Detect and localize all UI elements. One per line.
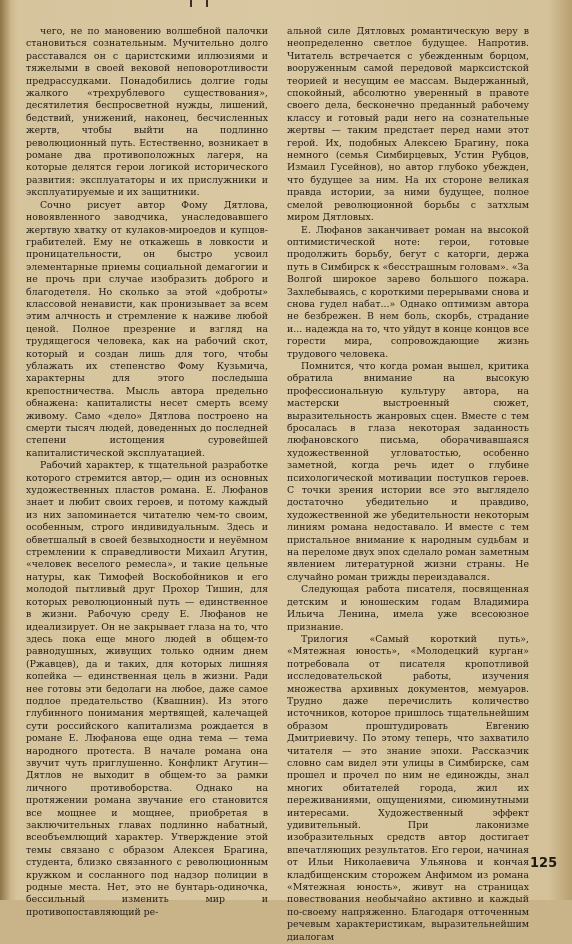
- page-number: 125: [530, 856, 558, 871]
- paragraph: Помнится, что когда роман вышел, критика обратила внимание на высокую профессиональную культуру автора, на мастерски выстроенный сюжет, выразительность жанровых сцен. Вместе с тем бросалась в глаза некоторая заданность люфановского письма, оборачивавшаяся художественной угловатостью, особенно заметной, когда речь идет о глубине психологической мотивации поступков героев. С точки зрения истории все это выглядело достаточно убедительно и правдиво, художественной же убедительности некоторым линиям романа недоставало. И вместе с тем пристальное внимание к народным судьбам и на переломе двух эпох сделало роман заметным явлением литературной жизни страны. Не случайно роман трижды переиздавался.: [287, 360, 530, 583]
- book-gutter: [0, 0, 10, 900]
- page-top-mark: [190, 0, 208, 7]
- paragraph: Рабочий характер, к тщательной разработке которого стремится автор,— один из основных художественных пластов романа. Е. Люфанов знает и любит своих героев, и потому каждый из них запоминается читателю чем-то своим, особенным, строго индивидуальным. Здесь и обветшалый в своей безвыходности и неуёмном стремлении к справедливости Михаил Агутин, «человек веселого ремесла», и такие цельные натуры, как Тимофей Воскобойников и его молодой пытливый друг Прохор Тишин, для которых революционный путь — единственное в жизни. Рабочую среду Е. Люфанов не идеализирует. Он не закрывает глаза на то, что здесь пока еще много людей в общем-то равнодушных, живущих только одним днем (Ржавцев), да и таких, для которых лишняя копейка — единственная цель в жизни. Ради нее готовы эти бедолаги на любое, даже самое подлое предательство (Квашнин). Из этого глубинного понимания мертвящей, калечащей сути российского капитализма рождается в романе Е. Люфанова еще одна тема — тема народного протеста. В начале романа она звучит чуть приглушенно. Конфликт Агутин—Дятлов не выходит в общем-то за рамки личного противоборства. Однако на протяжении романа звучание его становится все мощнее и мощнее, приобретая в заключительных главах подлинно набатный, всеобъемлющий характер. Утверждение этой темы связано с образом Алексея Брагина, студента, близко связанного с революционным кружком и сосланного под надзор полиции в родные места. Нет, это не бунтарь-одиночка, бессильный изменить мир и противопоставляющий ре-: [26, 460, 268, 918]
- right-text-column: [287, 26, 529, 944]
- paragraph: Трилогия «Самый короткий путь», «Мятежная юность», «Молодецкий курган» потребовала от писателя кропотливой исследовательской работы, изучения множества архивных документов, мемуаров. Трудно даже перечислить количество источников, которое пришлось тщательнейшим образом проштудировать Евгению Дмитриевичу. По этому теперь, что захватило читателя — это знание эпохи. Рассказчик словно сам видел эти улицы в Симбирске, сам прошел и прочел по ним не единожды, знал многих обитателей города, жил их переживаниями, ощущениями, сиюминутными интересами. Художественный эффект удивительный. При лаконизме изобразительных средств автор достигает впечатляющих результатов. Его герои, начиная от Ильи Николаевича Ульянова и кончая кладбищенским сторожем Анфимом из романа «Мятежная юность», живут на страницах повествования необычайно активно и каждый по-своему напряженно. Благодаря отточенным речевым характеристикам, выразительнейшим диалогам: [287, 633, 529, 943]
- left-text-column: [26, 26, 268, 919]
- paragraph: альной силе Дятловых романтическую веру в неопределенно светлое будущее. Напротив. Читатель встречается с убежденным борцом, вооруженным самой передовой марксистской теорией и несущим ее массам. Выдержанный, спокойный, абсолютно уверенный в правоте своего дела, бесконечно преданный рабочему классу и готовый ради него на сознательные жертвы — таким предстает перед нами этот герой. Их, подобных Алексею Брагину, пока немного (семья Симбирцевых, Устин Рубцов, Измаил Гусейнов), но автор глубоко убежден, что будущее за ним. На их стороне великая правда истории, за ними будущее, полное смелой революционной борьбы с затхлым миром Дятловых.: [287, 26, 529, 224]
- paragraph: Сочно рисует автор Фому Дятлова, новоявленного заводчика, унаследовавшего жертвую хватку от кулаков-мироедов и купцов-грабителей. Ему не откажешь в ловкости и проницательности, он быстро усвоил элементарные приемы социальной демагогии и не прочь при случае изобразить доброго и благодетеля. Но сколько за этой «доброты» классовой ненависти, как пронизывает за всем этим алчность и стремление к наживе любой ценой. Полное презрение и взгляд на трудящегося человека, как на рабочий скот, который и создан лишь для того, чтобы ублажать их степенство Фому Кузьмича, характерны для этого последыша крепостничества. Мысль автора предельно обнажена: капиталисты несет смерть всему живому. Само «дело» Дятлова построено на смерти тысяч людей, доведенных до последней степени истощения суровейшей капиталистической эксплуатацией.: [26, 199, 268, 459]
- paragraph: Е. Люфанов заканчивает роман на высокой оптимистической ноте: герои, готовые продолжить борьбу, бегут с каторги, держа путь в Симбирск к «бесстрашным головам». «За Волгой широкое зарево большого пожара. Захлебываясь, с короткими перерывами снова и снова гудел набат...» Однако оптимизм автора не безбрежен. В нем боль, скорбь, страдание и... надежда на то, что уйдут в конце концов все горести мира, сопровождающие жизнь трудового человека.: [287, 224, 529, 360]
- paragraph: чего, не по мановению волшебной палочки становиться сознательным. Мучительно долго расставался он с царистскими иллюзиями и тяжелыми в своей вековой неповоротливости предрассудками. Понадобились долгие годы жалкого «трехрублевого существования», десятилетия беспросветной нужды, лишений, бедствий, унижений, наконец, бесчисленных жертв, чтобы выйти на подлинно революционный путь. Естественно, возникает в романе два противоположных лагеря, на которые делятся герои логикой исторического развития: эксплуататоры и их прислужники и эксплуатируемые и их защитники.: [26, 26, 268, 199]
- paragraph: Следующая работа писателя, посвященная детским и юношеским годам Владимира Ильича Ленина, имела уже всесоюзное признание.: [287, 584, 529, 633]
